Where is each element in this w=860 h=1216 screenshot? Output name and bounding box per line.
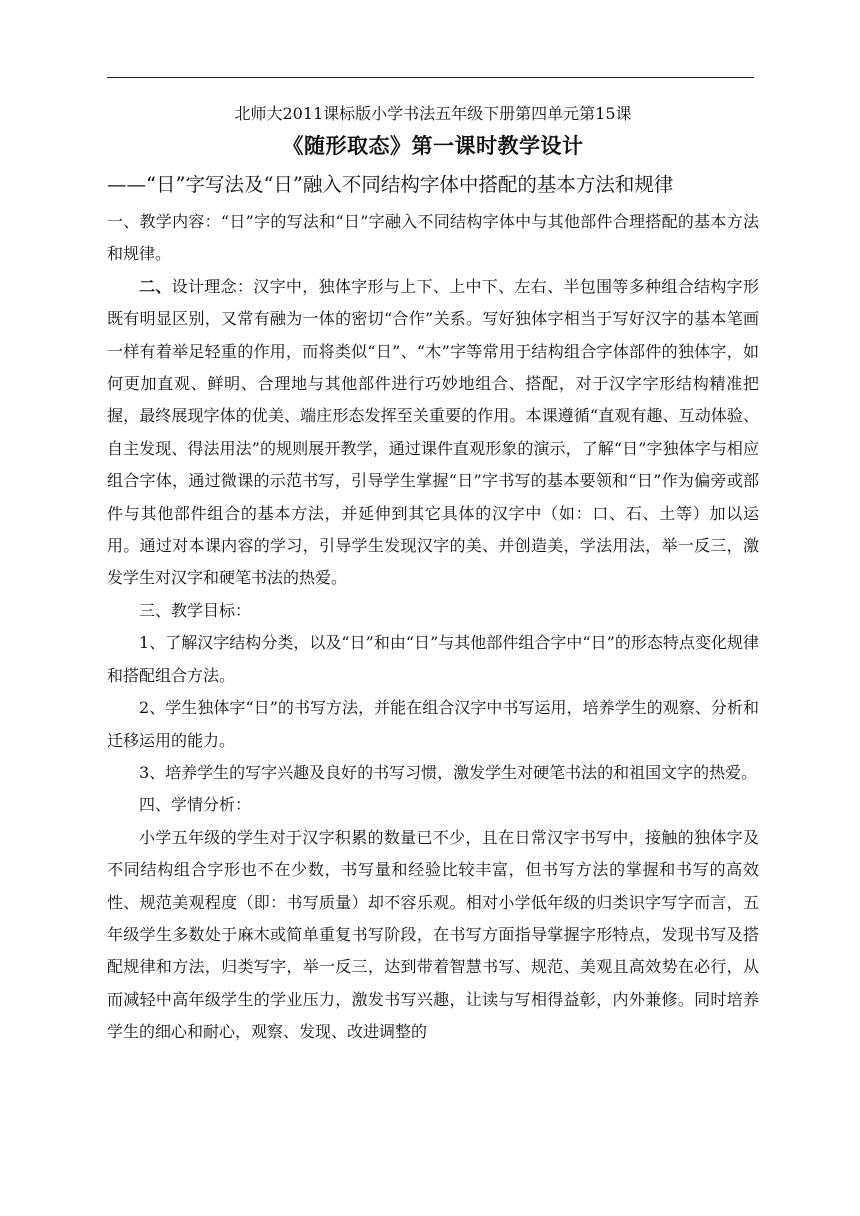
document-subtitle: ——“日”字写法及“日”融入不同结构字体中搭配的基本方法和规律 — [107, 173, 674, 196]
header-rule — [107, 77, 754, 78]
section-number: 二、 — [139, 276, 172, 296]
section-analysis-heading: 四、学情分析： — [139, 795, 252, 815]
document-title: 《随形取态》第一课时教学设计 — [282, 133, 584, 158]
section-teaching-content: 一、教学内容：“日”字的写法和“日”字融入不同结构字体中与其他部件合理搭配的基本方法和规律。 — [107, 212, 759, 264]
section-goals-heading: 三、教学目标： — [139, 600, 252, 620]
section-analysis-body: 小学五年级的学生对于汉字积累的数量已不少，且在日常汉字书写中，接触的独体字及不同结构组合字形也不在少数，书写量和经验比较丰富，但书写方法的掌握和书写的高效性、规范美观程度（即：书写质量）却不容乐观。相对小学低年级的归类识字写字而言，五年级学生多数处于麻木或简单重复书写阶段，在书写方面指导掌握字形特点，发现书写及搭配规律和方法，归类写字，举一反三，达到带着智慧书写、规范、美观且高效势在必行，从而减轻中高年级学生的学业压力，激发书写兴趣，让读与写相得益彰，内外兼修。同时培养学生的细心和耐心，观察、发现、改进调整的 — [107, 827, 759, 1042]
design-concept-text: 设计理念：汉字中，独体字形与上下、上中下、左右、半包围等多种组合结构字形既有明显区别，又常有融为一体的密切“合作”关系。写好独体字相当于写好汉字的基本笔画一样有着举足轻重的作用，而将类似“日”、“木”字等常用于结构组合字体部件的独体字，如何更加直观、鲜明、合理地与其他部件进行巧妙地组合、搭配，对于汉字字形结构精准把握，最终展现字体的优美、端庄形态发挥至关重要的作用。本课遵循“直观有趣、互动体验、自主发现、得法用法”的规则展开教学，通过课件直观形象的演示，了解“日”字独体字与相应组合字体，通过微课的示范书写，引导学生掌握“日”字书写的基本要领和“日”作为偏旁或部件与其他部件组合的基本方法，并延伸到其它具体的汉字中（如：口、石、土等）加以运用。通过对本课内容的学习，引导学生发现汉字的美、并创造美，学法用法，举一反三，激发学生对汉字和硬笔书法的热爱。 — [107, 276, 759, 588]
goal-item-3: 3、培养学生的写字兴趣及良好的书写习惯，激发学生对硬笔书法的和祖国文字的热爱。 — [139, 762, 758, 782]
goal-item-1: 1、了解汉字结构分类，以及“日”和由“日”与其他部件组合字中“日”的形态特点变化规律和搭配组合方法。 — [107, 633, 759, 685]
document-body — [107, 98, 759, 1049]
lesson-meta: 北师大2011课标版小学书法五年级下册第四单元第15课 — [234, 104, 632, 123]
goal-item-2: 2、学生独体字“日”的书写方法，并能在组合汉字中书写运用，培养学生的观察、分析和迁移运用的能力。 — [107, 698, 759, 750]
section-design-concept — [107, 271, 759, 595]
